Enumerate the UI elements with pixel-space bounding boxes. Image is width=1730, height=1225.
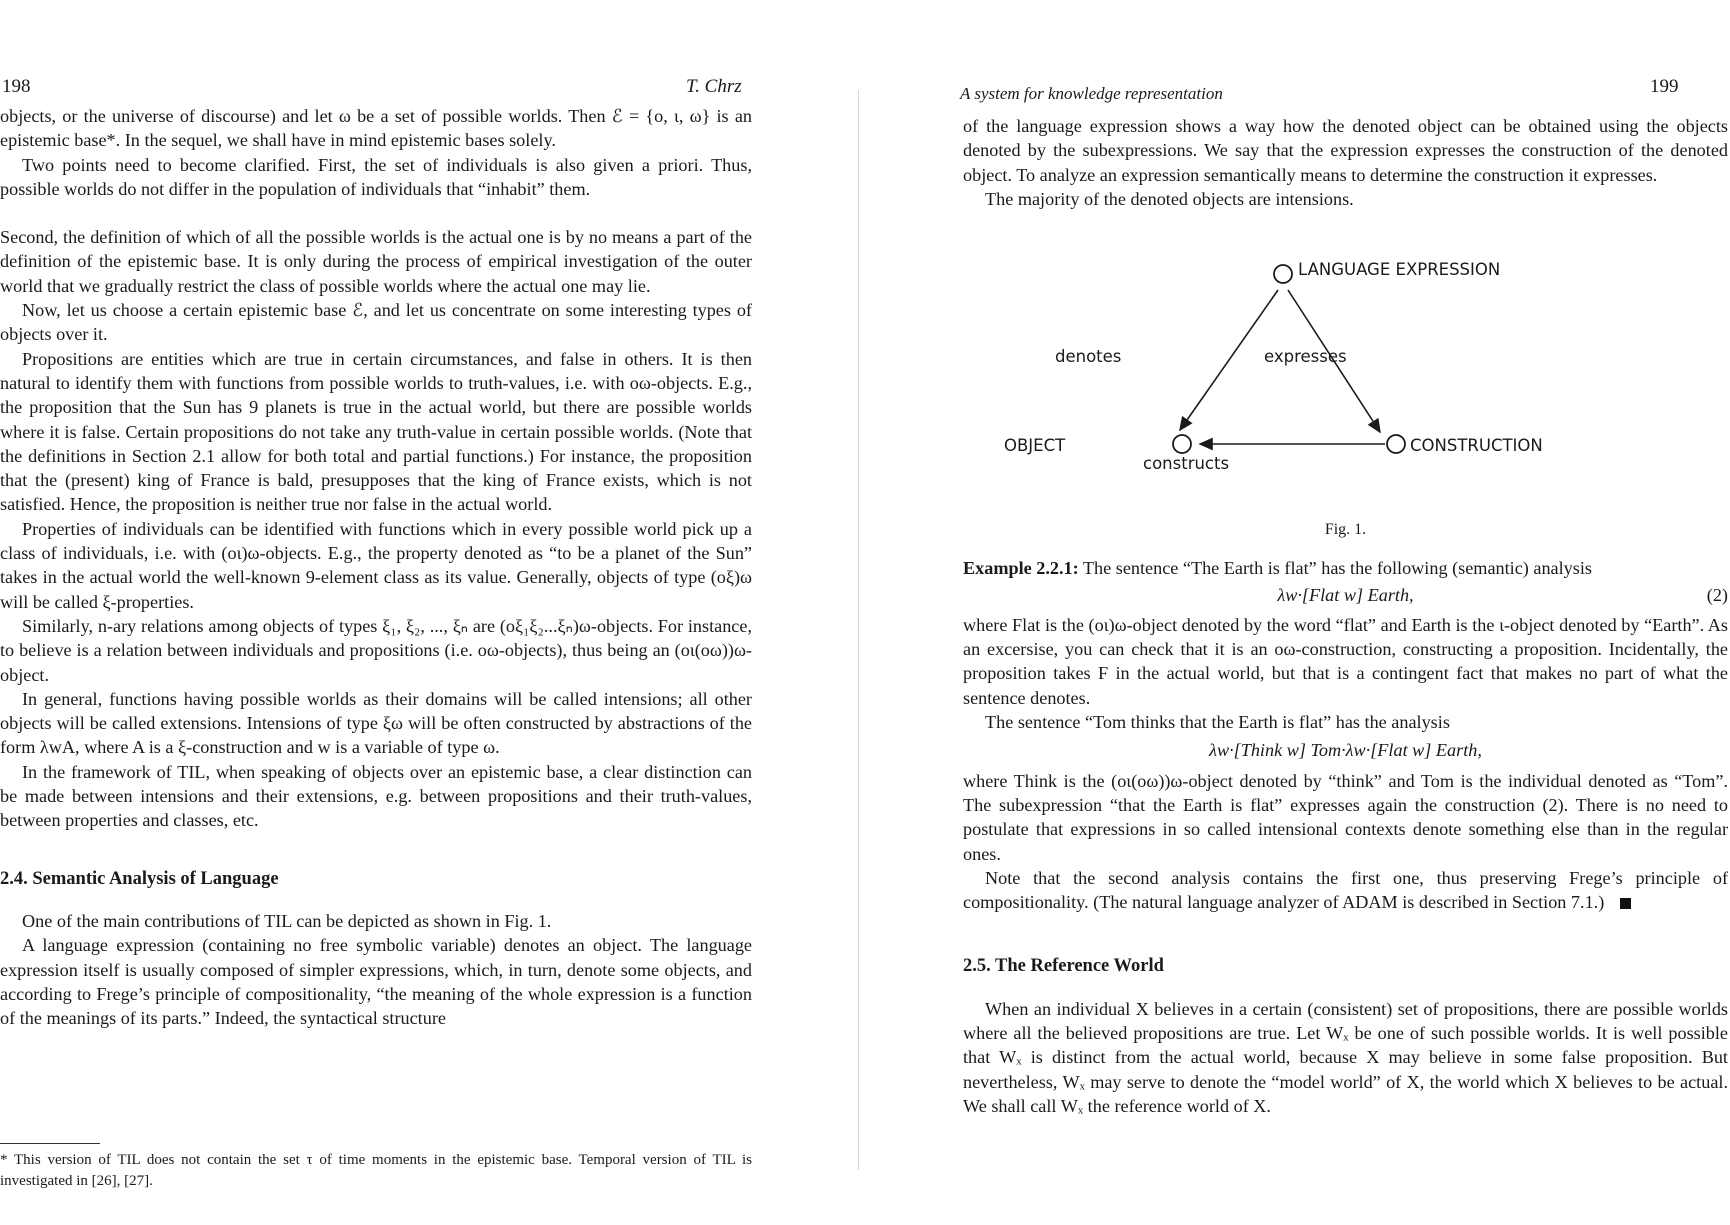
label-language-expression: LANGUAGE EXPRESSION [1298,260,1501,279]
paragraph: Now, let us choose a certain epistemic base ℰ, and let us concentrate on some interesting types of objects over it. [0,300,752,345]
running-title: T. Chrz [686,76,742,97]
paragraph: of the language expression shows a way how the denoted object can be obtained using the objects denoted by the subexpressions. We say that the expression expresses the construction of the denoted object. To analyze an expression semantically means to determine the construction it expresses. [963,116,1728,185]
formula-text: λw·[Flat w] Earth, [1277,584,1414,605]
paragraph: The sentence “Tom thinks that the Earth is flat” has the analysis [985,712,1450,733]
example-text: The sentence “The Earth is flat” has the following (semantic) analysis [1078,558,1592,579]
page-number: 199 [1650,76,1679,97]
formula [963,738,1728,762]
semantic-triangle-diagram [1000,260,1543,512]
body-text [0,104,752,1030]
page-gutter [858,90,859,1170]
equation-number: (2) [1706,584,1728,605]
note-text: Note that the second analysis contains the first one, thus preserving Frege’s principle of compositionality. (The natural language analyzer of ADAM is described in Section 7.1.) [963,867,1728,913]
example-label: Example 2.2.1: [963,558,1079,579]
paragraph: Second, the definition of which of all the possible worlds is the actual one is by no means a part of the definition of the epistemic base. It is only during the process of empirical investigation of the outer world that we gradually restrict the class of possible worlds where the actual one may lie. [0,227,752,296]
node-object [1173,435,1191,453]
paragraph: where Flat is the (oι)ω-object denoted by the word “flat” and Earth is the ι-object denoted by “Earth”. As an excersise, you can check that it is an oω-construction, constructing a proposition. Incidentally, the proposition takes F in the actual world, but that is a contingent fact that makes no part of what the sentence denotes. [963,614,1728,708]
paragraph: objects, or the universe of discourse) and let ω be a set of possible worlds. Then ℰ = {o, ι, ω} is an epistemic base*. In the sequel, we shall have in mind epistemic bases solely. [0,106,752,151]
label-object: OBJECT [1004,436,1066,455]
running-title: A system for knowledge representation [960,84,1223,103]
left-page [0,0,770,1225]
paragraph: Propositions are entities which are true in certain circumstances, and false in others. It is then natural to identify them with functions from possible worlds to truth-values, i.e. with oω-objects. E.g., the proposition that the Sun has 9 planets is true in the actual world, but there are possible worlds where it is false. Certain propositions do not take any truth-value in certain possible worlds. (Note that the definitions in Section 2.1 allow for both total and partial functions.) For instance, the proposition that the (present) king of France is bald, presupposes that the king of France exists, which is not satisfied. Hence, the proposition is neither true nor false in the actual world. [0,348,752,515]
figure-caption: Fig. 1. [1324,521,1367,538]
formula [963,583,1728,607]
paragraph: The majority of the denoted objects are intensions. [985,188,1354,209]
end-of-proof-square-icon [1620,898,1631,909]
label-constructs: constructs [1143,454,1230,473]
page-number: 198 [2,76,31,97]
paragraph: A language expression (containing no free symbolic variable) denotes an object. The language expression itself is usually composed of simpler expressions, which, in turn, denote some objects, and according to Frege’s principle of compositionality, “the meaning of the whole expression is a function of the meanings of its parts.” Indeed, the syntactical structure [0,935,752,1029]
paragraph: In general, functions having possible worlds as their domains will be called intensions; all other objects will be called extensions. Intensions of type ξω will be often constructed by abstractions of the form λwA, where A is a ξ-construction and w is a variable of type ω. [0,688,752,758]
paragraph: In the framework of TIL, when speaking of objects over an epistemic base, a clear distinction can be made between intensions and their extensions, e.g. between propositions and their truth-values, between properties and classes, etc. [0,761,752,831]
footnote: * This version of TIL does not contain the set τ of time moments in the epistemic base. Temporal version of TIL is investigated in [26], [27]. [0,1152,752,1189]
paragraph: When an individual X believes in a certain (consistent) set of propositions, there are possible worlds where all the believed propositions are true. Let Wₓ be one of such possible worlds. It is well possible that Wₓ is distinct from the actual world, because X may believe in some false proposition. But nevertheless, Wₓ may serve to denote the “model world” of X, the world which X believes to be actual. We shall call Wₓ the reference world of X. [963,998,1728,1116]
paragraph: Similarly, n-ary relations among objects of types ξ₁, ξ₂, ..., ξₙ are (oξ₁ξ₂...ξₙ)ω-objects. For instance, to believe is a relation between individuals and propositions (i.e. oω-objects), thus being an (oι(oω))ω-object. [0,615,752,685]
paragraph: Properties of individuals can be identified with functions which in every possible world pick up a class of individuals, i.e. with (oι)ω-objects. E.g., the property denoted as “to be a planet of the Sun” takes in the actual world the well-known 9-element class as its value. Generally, objects of type (oξ)ω will be called ξ-properties. [0,518,752,612]
paragraph: Two points need to become clarified. First, the set of individuals is also given a priori. Thus, possible worlds do not differ in the population of individuals that “inhabit” them. [0,154,752,199]
right-page [860,0,1730,1225]
label-expresses: expresses [1264,347,1347,366]
label-denotes: denotes [1055,347,1122,366]
node-construction [1387,435,1405,453]
paragraph: where Think is the (oι(oω))ω-object denoted by “think” and Tom is the individual denoted as “Tom”. The subexpression “that the Earth is flat” expresses again the construction (2). There is no need to postulate that expressions in so called intensional contexts denote something else than in the regular ones. [963,770,1728,864]
formula-text: λw·[Think w] Tom·λw·[Flat w] Earth, [1209,740,1482,761]
paragraph [963,866,1728,915]
section-heading: 2.5. The Reference World [963,956,1164,977]
footnote-rule [0,1143,100,1144]
label-construction: CONSTRUCTION [1410,436,1543,455]
node-language-expression [1274,265,1292,283]
body-text-bottom [963,518,1728,1118]
body-text-top [963,114,1728,211]
example-paragraph [963,556,1728,580]
section-heading: 2.4. Semantic Analysis of Language [0,868,279,889]
paragraph: One of the main contributions of TIL can be depicted as shown in Fig. 1. [22,910,552,931]
